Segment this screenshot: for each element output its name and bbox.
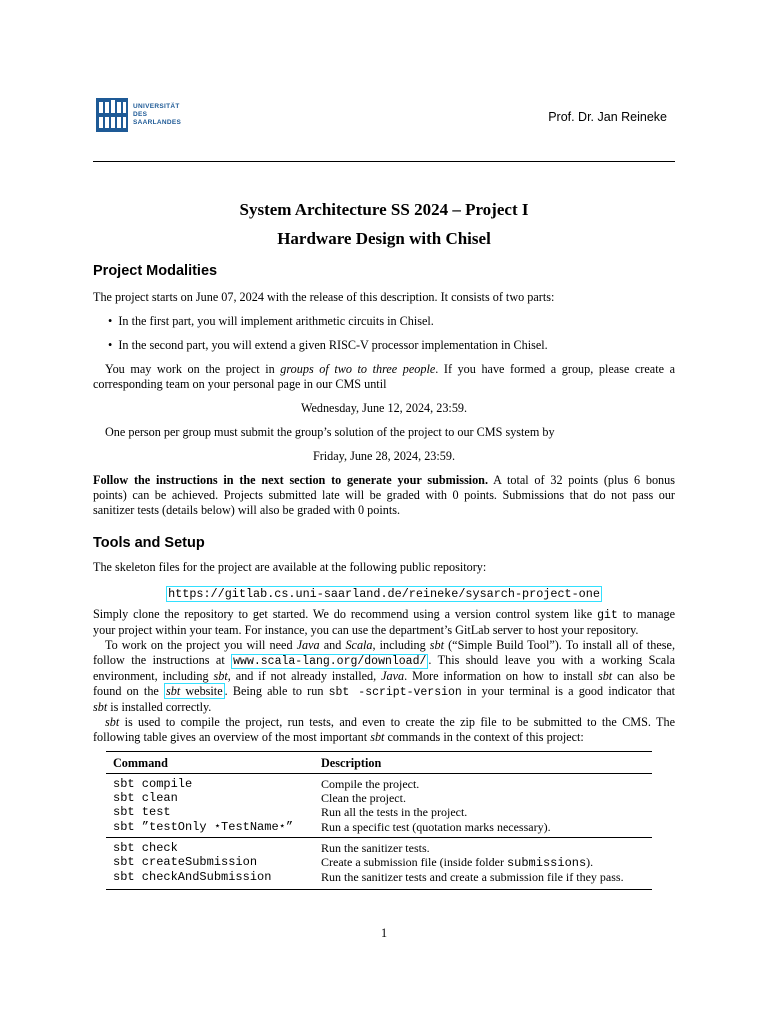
instructions-bold: Follow the instructions in the next section to generate your submission. [93, 473, 488, 487]
section-heading-tools: Tools and Setup [93, 535, 205, 551]
script-version-code: sbt -script-version [328, 686, 462, 699]
table-row: sbt clean Clean the project. [113, 791, 406, 806]
group-paragraph: You may work on the project in groups of two to three people. If you have formed a group, please create a corresponding team on your personal page in our CMS until [93, 362, 675, 391]
section-heading-modalities: Project Modalities [93, 263, 218, 279]
university-logo [95, 96, 190, 134]
list-item [108, 338, 675, 353]
table-row: sbt checkAndSubmission Run the sanitizer tests and create a submission file if they pass. [113, 870, 624, 885]
deadline-team: Wednesday, June 12, 2024, 23:59. [300, 401, 468, 415]
logo-line-3: SAARLANDES [133, 119, 182, 126]
page-subtitle: Hardware Design with Chisel [277, 229, 491, 248]
bullet-icon: • [108, 338, 113, 352]
bullet-icon: • [108, 314, 113, 328]
author-name: Prof. Dr. Jan Reineke [548, 110, 667, 124]
group-size: groups of two to three people [280, 362, 436, 376]
instructions-paragraph: Follow the instructions in the next section to generate your submission. A total of 32 points (plus 6 bonus points) can be achieved. Projects submitted late will be graded with 0 points. Submissions that do not pass our sanitizer tests (details below) will also be graded with 0 points. [93, 473, 675, 517]
table-rule-mid [106, 773, 652, 774]
submissions-code: submissions [506, 856, 587, 871]
sbt-website-link[interactable]: sbt website [165, 684, 223, 698]
table-header-command: Command [113, 756, 168, 770]
git-code: git [597, 609, 618, 622]
deadline-submission: Friday, June 28, 2024, 23:59. [312, 449, 456, 463]
bullet-list [108, 314, 675, 353]
table-row: sbt ”testOnly ⋆TestName⋆” Run a specific test (quotation marks necessary). [113, 819, 551, 834]
list-item [108, 314, 675, 338]
logo-line-2: DES [133, 111, 148, 118]
repo-link-wrap [93, 584, 675, 602]
table-row: sbt compile Compile the project. [113, 776, 420, 791]
bullet-text: In the second part, you will extend a given RISC-V processor implementation in Chisel. [118, 338, 548, 352]
page-title: System Architecture SS 2024 – Project I [239, 200, 529, 219]
logo-line-1: UNIVERSITÄT [133, 103, 180, 110]
scala-download-link[interactable]: www.scala-lang.org/download/ [233, 655, 427, 668]
modalities-intro: The project starts on June 07, 2024 with the release of this description. It consists of two parts: [93, 290, 555, 304]
submit-paragraph: One person per group must submit the group’s solution of the project to our CMS system by [105, 425, 555, 439]
table-rule-group [106, 837, 652, 838]
table-row: sbt createSubmission Create a submission file (inside folder submissions). [113, 855, 594, 871]
university-seal-icon [95, 96, 129, 134]
tools-intro: The skeleton files for the project are available at the following public repository: [93, 560, 487, 574]
table-header-description: Description [321, 756, 382, 770]
bullet-text: In the first part, you will implement arithmetic circuits in Chisel. [118, 314, 434, 328]
page-number: 1 [380, 926, 388, 940]
repo-link[interactable]: https://gitlab.cs.uni-saarland.de/reineke/sysarch-project-one [168, 587, 600, 601]
table-header-row [106, 752, 652, 773]
table-rule-bottom [106, 889, 652, 890]
header-rule [93, 161, 675, 162]
table-row: sbt test Run all the tests in the project. [113, 805, 468, 820]
commands-table [106, 751, 652, 890]
table-row: sbt check Run the sanitizer tests. [113, 840, 430, 855]
setup-paragraph: Simply clone the repository to get started. We do recommend using a version control system like git to manage your project within your team. For instance, you can use the department’s GitLab server to host your repository. To work on the project you will need Java and Scala, including sbt (“Simple Build Tool”). To install all of these, follow the instructions at www.scala-lang.org/download/ . This should leave you with a working Scala environment, including sbt, and if not already installed, Java. More information on how to install sbt can also be found on the sbt website . Being able to run sbt -script-version in your terminal is a good indicator that sbt is installed correctly. sbt is used to compile the project, run tests, and even to create the zip file to be submitted to the CMS. The following table gives an overview of the most important sbt commands in the context of this project: [93, 607, 675, 744]
